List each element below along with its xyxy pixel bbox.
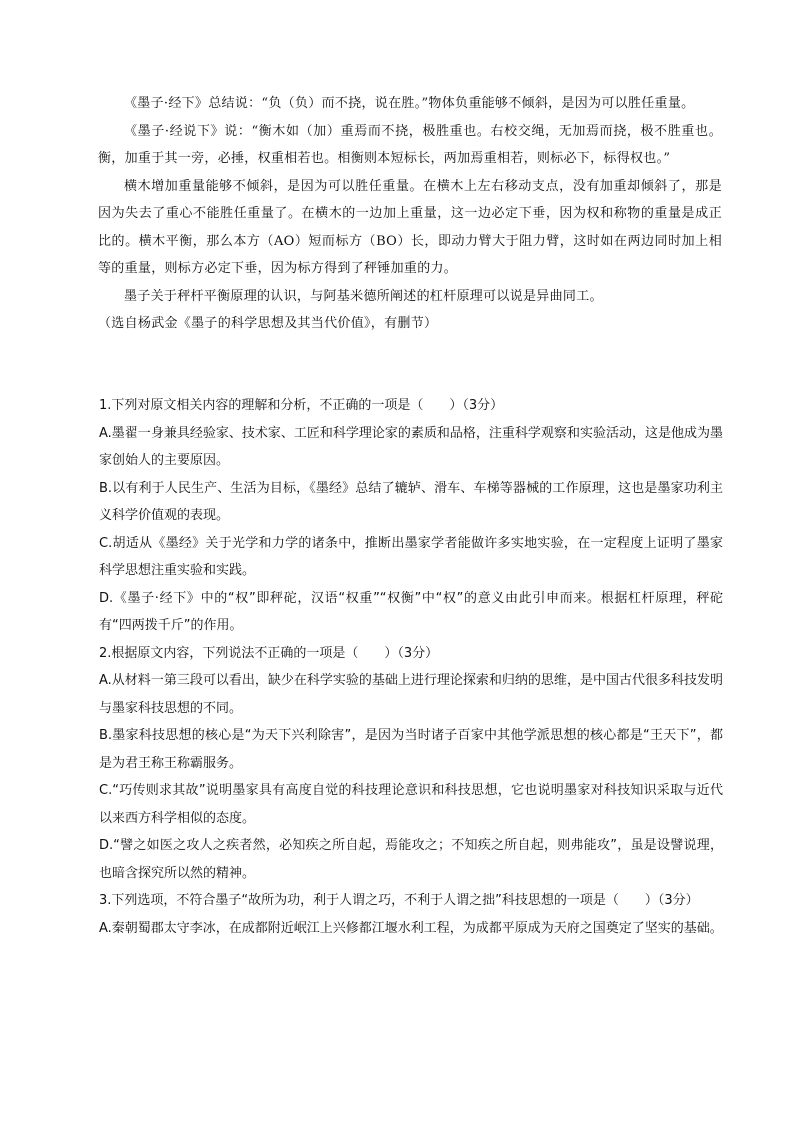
question-1-option-b: B.以有利于人民生产、生活为目标，《墨经》总结了辘轳、滑车、车梯等器械的工作原理，这也是墨家功利主义科学价值观的表现。 — [99, 480, 723, 523]
passage-source: （选自杨武金《墨子的科学思想及其当代价值》，有删节） — [98, 316, 438, 331]
passage-paragraph-3: 横木增加重量能够不倾斜，是因为可以胜任重量。在横木上左右移动支点，没有加重却倾斜了，那是因为失去了重心不能胜任重量了。在横木的一边加上重量，这一边必定下垂，因为权和称物的重量是成正比的。横木平衡，那么本方（AO）短而标方（BO）长，即动力臂大于阻力臂，这时如在两边同时加上相等的重量，则标方必定下垂，因为标方得到了秤锤加重的力。 — [98, 178, 722, 276]
passage-paragraph-1: 《墨子·经下》总结说：“负（负）而不挠，说在胜。”物体负重能够不倾斜，是因为可以胜任重量。 — [124, 96, 695, 111]
question-2: 2.根据原文内容，下列说法不正确的一项是（ ）（3分） — [99, 645, 439, 661]
passage-paragraph-2: 《墨子·经说下》说：“衡木如（加）重焉而不挠，极胜重也。右校交绳，无加焉而挠，极不胜重也。衡，加重于其一旁，必捶，权重相若也。相衡则本短标长，两加焉重相若，则标必下，标得权也。” — [98, 123, 722, 166]
question-2-option-d: D.“譬之如医之攻人之疾者然，必知疾之所自起，焉能攻之；不知疾之所自起，则弗能攻”，虽是设譬说理，也暗含探究所以然的精神。 — [99, 838, 723, 881]
question-1-option-c: C.胡适从《墨经》关于光学和力学的诸条中，推断出墨家学者能做许多实地实验，在一定程度上证明了墨家科学思想注重实验和实践。 — [99, 535, 723, 578]
question-2-option-c: C.“巧传则求其故”说明墨家具有高度自觉的科技理论意识和科技思想，它也说明墨家对科技知识采取与近代以来西方科学相似的态度。 — [99, 783, 723, 826]
reading-passage — [98, 90, 722, 338]
question-3: 3.下列选项，不符合墨子“故所为功，利于人谓之巧，不利于人谓之拙”科技思想的一项是（ ）（3分） — [99, 893, 699, 908]
question-1: 1.下列对原文相关内容的理解和分析，不正确的一项是（ ）（3分） — [99, 398, 504, 413]
question-1-option-d: D.《墨子·经下》中的“权”即秤砣，汉语“权重”“权衡”中“权”的意义由此引申而来。根据杠杆原理，秤砣有“四两拨千斤”的作用。 — [99, 590, 723, 633]
passage-paragraph-4: 墨子关于秤杆平衡原理的认识，与阿基米德所阐述的杠杆原理可以说是异曲同工。 — [124, 288, 603, 304]
question-3-option-a: A.秦朝蜀郡太守李冰，在成都附近岷江上兴修都江堰水利工程，为成都平原成为天府之国奠定了坚实的基础。 — [99, 920, 723, 936]
question-1-option-a: A.墨翟一身兼具经验家、技术家、工匠和科学理论家的素质和品格，注重科学观察和实验活动，这是他成为墨家创始人的主要原因。 — [99, 425, 723, 468]
question-section — [99, 392, 723, 942]
question-2-option-b: B.墨家科技思想的核心是“为天下兴利除害”，是因为当时诸子百家中其他学派思想的核心都是“王天下”，都是为君王称王称霸服务。 — [99, 728, 723, 771]
question-2-option-a: A.从材料一第三段可以看出，缺少在科学实验的基础上进行理论探索和归纳的思维，是中国古代很多科技发明与墨家科技思想的不同。 — [99, 673, 723, 716]
